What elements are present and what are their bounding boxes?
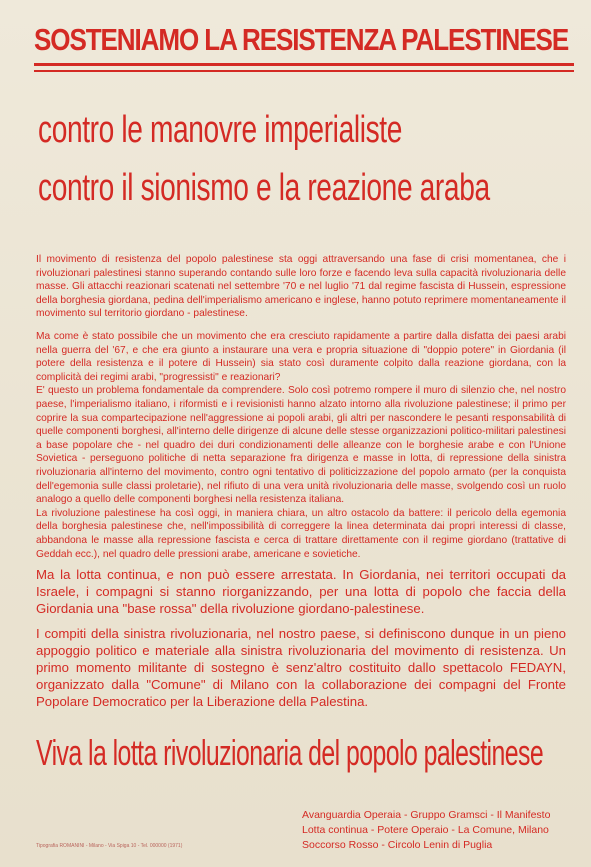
subhead-imperialism: contro le manovre imperialiste [38,109,402,151]
subhead-zionism: contro il sionismo e la reazione araba [38,167,490,209]
emphasis-paragraph: I compiti della sinistra rivoluzionaria, nel nostro paese, si definiscono dunque in un pieno appoggio politico e materiale alla sinistra rivoluzionaria del movimento di resistenza. Un primo momento militante di sostegno è senz'altro costituito dallo spettacolo FEDAYN, organizzato dalla "Comune" di Milano con la collaborazione dei compagni del Fronte Popolare Democratico per la Liberazione della Palestina. [36,626,566,709]
paragraph-analysis [36,330,566,561]
emphasis-struggle [36,566,566,617]
paragraph: Il movimento di resistenza del popolo palestinese sta oggi attraversando una fase di crisi momentanea, che i rivoluzionari palestinesi stanno superando contando sulle loro forze e facendo leva sulla capacità rivoluzionaria delle masse. Gli attacchi reazionari scatenati nel settembre '70 e nel luglio '71 dal regime fascista di Hussein, espressione della borghesia giordana, pedina dell'imperialismo americano e inglese, hanno potuto reprimere momentaneamente il movimento sul territorio giordano - palestinese. [36,254,566,320]
signers-list [302,808,582,853]
paragraph-intro [36,253,566,321]
emphasis-tasks [36,625,566,710]
paragraph: E' questo un problema fondamentale da comprendere. Solo così potremo rompere il muro di silenzio che, nel nostro paese, l'imperialismo italiano, i riformisti e i revisionisti hanno alzato intorno alla rivoluzione palestinese; il primo per coprire la sua compartecipazione nell'aggressione ai popoli arabi, gli altri per nascondere le pesanti responsabilità di quelle componenti borghesi, all'interno delle dirigenze di alcune delle stesse organizzazioni politico-militari palestinesi a base popolare che - nel quadro dei duri condizionamenti delle alleanze con le borghesie arabe e con l'Unione Sovietica - perseguono politiche di netta separazione fra dirigenza e masse in lotta, di repressione della sinistra rivoluzionaria all'interno del movimento, contro ogni tentativo di politicizzazione del popolo armato (per la conquista dell'egemonia sulle classi proletarie), nel rifiuto di una vera unità rivoluzionaria delle masse, svolgendo così un ruolo analogo a quello delle componenti borghesi nella resistenza italiana. [36,385,566,506]
paragraph: La rivoluzione palestinese ha così oggi, in maniera chiara, un altro ostacolo da battere: il pericolo della egemonia della borghesia palestinese che, nell'impossibilità di correggere la linea determinata dai propri interessi di classe, abbandona le masse alla repressione fascista e cerca di trattare direttamente con il regime giordano (trattative di Geddah ecc.), nel quadro delle pressioni arabe, americane e sovietiche. [36,507,566,560]
headline-underline [34,63,574,66]
signer-line: Soccorso Rosso - Circolo Lenin di Puglia [302,839,493,851]
signer-line: Lotta continua - Potere Operaio - La Comune, Milano [302,824,549,836]
emphasis-paragraph: Ma la lotta continua, e non può essere arrestata. In Giordania, nei territori occupati da Israele, i compagni si stanno riorganizzando, per una lotta di popolo che faccia della Giordania una "base rossa" della rivoluzione giordano-palestinese. [36,567,566,616]
headline-underline-2 [34,70,574,72]
paragraph: Ma come è stato possibile che un movimento che era cresciuto rapidamente a partire dalla disfatta dei paesi arabi nella guerra del '67, e che era giunto a instaurare una vera e propria situazione di "doppio potere" in Giordania (il potere della resistenza e il potere di Hussein) sia stato così duramente colpito dalla reazione giordana, con la complicità dei regimi arabi, "progressisti" e reazionari? [36,331,566,383]
headline: SOSTENIAMO LA RESISTENZA PALESTINESE [34,22,569,57]
printer-note: Tipografia ROMANINI - Milano - Via Spiga 10 - Tel. 000000 (1971) [36,843,183,849]
closing-slogan: Viva la lotta rivoluzionaria del popolo palestinese [36,732,544,773]
signer-line: Avanguardia Operaia - Gruppo Gramsci - Il Manifesto [302,809,551,821]
